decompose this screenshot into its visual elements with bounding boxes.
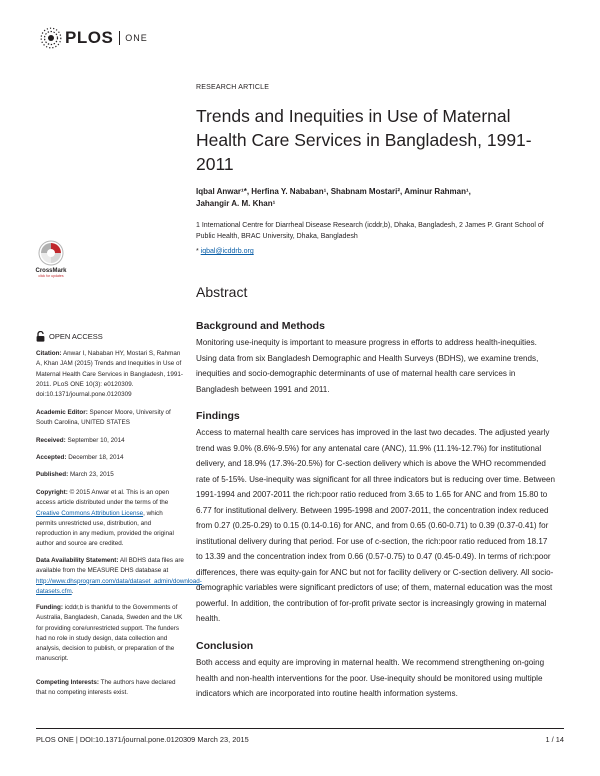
- affiliations: 1 International Centre for Diarrheal Disease Research (icddr,b), Dhaka, Bangladesh, 2 James P. Grant School of Public Health, BRAC University, Dhaka, Bangladesh: [196, 222, 544, 240]
- data-availability-end: .: [71, 587, 74, 595]
- conclusion-text: Both access and equity are improving in maternal health. We recommend strengthening on-going health and non-health interventions for the poor. Use-inequity should be monitored using multiple indicators which are incorporated into routine health information systems.: [196, 658, 545, 698]
- license-link[interactable]: Creative Commons Attribution License: [36, 509, 144, 517]
- published-label: Published:: [36, 471, 69, 478]
- findings-heading: Findings: [196, 410, 240, 422]
- email-link[interactable]: iqbal@icddrb.org: [200, 248, 254, 255]
- editor-label: Academic Editor:: [36, 409, 88, 416]
- footer-citation: PLOS ONE | DOI:10.1371/journal.pone.0120309 March 23, 2015: [36, 735, 249, 744]
- competing-interests-block: [36, 678, 184, 699]
- open-access-badge: [36, 331, 103, 342]
- logo-divider: [119, 31, 120, 45]
- received-label: Received:: [36, 437, 66, 444]
- abstract-heading: Abstract: [196, 284, 248, 300]
- crossmark-label: CrossMark: [35, 268, 67, 274]
- page-footer: [36, 735, 564, 744]
- received-block: [36, 436, 184, 446]
- unlocked-padlock-icon: [36, 331, 45, 342]
- conclusion-heading: Conclusion: [196, 640, 254, 652]
- funding-text: icddr,b is thankful to the Governments of Australia, Bangladesh, Canada, Sweden and the UK for providing core/unrestricted support. The funders had no role in study design, data collection and analysis, decision to publish, or preparation of the manuscript.: [36, 604, 183, 663]
- author-list: [196, 186, 556, 210]
- funding-label: Funding:: [36, 604, 63, 611]
- logo-text: PLOS: [65, 28, 114, 47]
- citation-text: Anwar I, Nababan HY, Mostari S, Rahman A, Khan JAM (2015) Trends and Inequities in Use of Maternal Health Care Services in Bangladesh, 1991-2011. PLoS ONE 10(3): e0120309. doi:10.1371/journal.pone.0120309: [36, 350, 184, 399]
- background-heading: Background and Methods: [196, 320, 325, 332]
- copyright-text: © 2015 Anwar et al. This is an open access article distributed under the terms of the: [36, 489, 169, 507]
- published-block: [36, 470, 184, 480]
- copyright-text-end: , which permits unrestricted use, distribution, and reproduction in any medium, provided the original author and source are credited.: [36, 509, 174, 548]
- received-date: September 10, 2014: [67, 437, 125, 444]
- open-access-label: OPEN ACCESS: [49, 332, 103, 341]
- page-number: 1 / 14: [545, 735, 564, 744]
- crossmark-icon: [38, 240, 64, 266]
- published-date: March 23, 2015: [69, 471, 114, 478]
- article-type: RESEARCH ARTICLE: [196, 84, 270, 91]
- copyright-label: Copyright:: [36, 489, 68, 496]
- corresponding-email: [196, 248, 254, 255]
- plos-ring-icon: [40, 27, 62, 49]
- findings-text: Access to maternal health care services has improved in the last two decades. The adjusted yearly trend was 9.0% (8.6%-9.5%) for any antenatal care (ANC), 11.9% (11.1%-12.7%) for institutional delivery, and 18.9% (17.3%-20.5%) for C-section delivery which is above the WHO recommended rate of 5-15%. Use-inequity was significant for all three indicators but is reducing over time. Between 1991-1994 and 2007-2011 the rich:poor ratio reduced from 3.65 to 1.65 for ANC and from 15.80 to 6.77 for institutional delivery. Between 1995-1998 and 2007-2011, the concentration index reduced from 0.27 (0.25-0.29) to 0.15 (0.14-0.16) for ANC, and from 0.65 (0.60-0.71) to 0.39 (0.37-0.41) for institutional delivery during that period. For use of c-section, the rich:poor ratio reduced from 18.17 to 13.39 and the concentration index from 0.66 (0.57-0.75) to 0.47 (0.45-0.49). In terms of rich:poor differences, there was equity-gain for ANC but not for facility delivery or C-section delivery. All socio-demographic variables were significant predictors of use; of them, maternal education was the most powerful. In addition, the contribution of for-profit private sector is increasingly growing in maternal health.: [196, 428, 555, 623]
- email-mark: *: [196, 248, 199, 255]
- data-availability-block: [36, 556, 202, 597]
- citation-block: [36, 349, 184, 400]
- article-title: Trends and Inequities in Use of Maternal Health Care Services in Bangladesh, 1991-2011: [196, 106, 532, 174]
- footer-rule: [36, 728, 564, 729]
- author-line-1: Iqbal Anwar¹*, Herfina Y. Nababan¹, Shabnam Mostari², Aminur Rahman¹,: [196, 187, 471, 196]
- data-availability-text: All BDHS data files are available from the MEASURE DHS database at: [36, 557, 184, 575]
- accepted-block: [36, 453, 184, 463]
- editor-block: [36, 408, 184, 429]
- accepted-date: December 18, 2014: [68, 454, 124, 461]
- accepted-label: Accepted:: [36, 454, 67, 461]
- data-availability-label: Data Availability Statement:: [36, 557, 119, 564]
- copyright-block: [36, 488, 184, 550]
- editor-text: Spencer Moore, University of South Carolina, UNITED STATES: [36, 409, 171, 427]
- logo-subtitle: ONE: [125, 33, 148, 43]
- crossmark-sub: click for updates: [38, 274, 64, 278]
- plos-one-logo[interactable]: [40, 26, 148, 50]
- competing-interests-text: The authors have declared that no competing interests exist.: [36, 679, 176, 697]
- dhs-dataset-link[interactable]: http://www.dhsprogram.com/data/dataset_admin/download-datasets.cfm: [36, 577, 202, 595]
- background-text: Monitoring use-inequity is important to measure progress in efforts to address health-inequities. Using data from six Bangladesh Demographic and Health Surveys (BDHS), we examine trends, inequities and socio-demographic determinants of use of maternal health care services in Bangladesh between 1991 and 2011.: [196, 338, 539, 394]
- funding-block: [36, 603, 184, 665]
- competing-interests-label: Competing Interests:: [36, 679, 99, 686]
- crossmark-badge[interactable]: [36, 240, 66, 278]
- author-line-2: Jahangir A. M. Khan¹: [196, 199, 276, 208]
- citation-label: Citation:: [36, 350, 62, 357]
